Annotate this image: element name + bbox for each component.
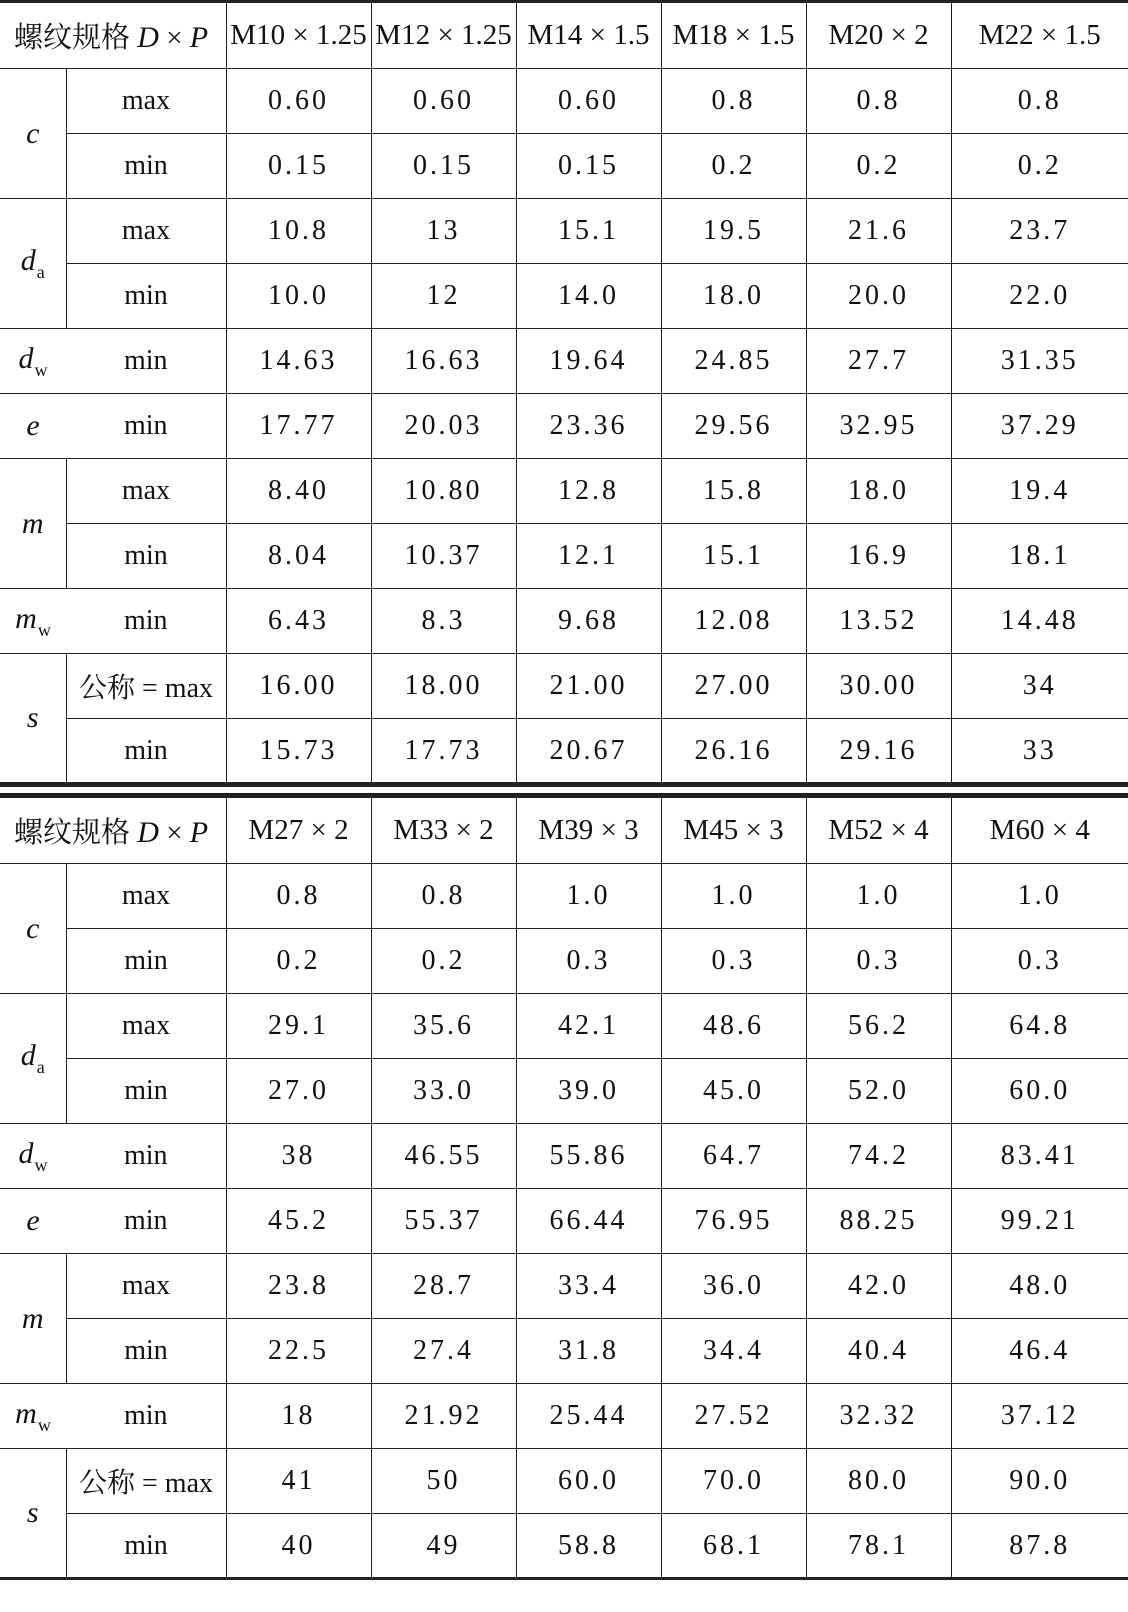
row-s-max: [0, 654, 1128, 719]
row-da-min: [0, 1059, 1128, 1124]
header-row: [0, 2, 1128, 69]
limit-label-text: max: [121, 85, 171, 116]
row-dw-min: [0, 329, 1128, 394]
value-cell: 16.63: [371, 329, 516, 394]
value-cell: 1.0: [951, 864, 1128, 929]
value-cell: 0.8: [371, 864, 516, 929]
symbol-subscript: w: [37, 1414, 51, 1435]
thread-size-header: M14 × 1.5: [516, 2, 661, 69]
value-cell: 12.08: [661, 589, 806, 654]
value-cell: 8.3: [371, 589, 516, 654]
header-label-p: P: [189, 21, 209, 54]
limit-label: [66, 1319, 226, 1384]
limit-label: [66, 69, 226, 134]
thread-spec-header-label: [0, 2, 226, 69]
limit-label-text: min: [124, 1529, 168, 1561]
limit-label-text: max: [121, 880, 171, 911]
value-cell: 17.77: [226, 394, 371, 459]
value-cell: 18.00: [371, 654, 516, 719]
limit-label-text: min: [124, 945, 168, 976]
value-cell: 20.0: [806, 264, 951, 329]
symbol-letter: m: [21, 1301, 44, 1335]
value-cell: 10.8: [226, 199, 371, 264]
limit-label: [66, 524, 226, 589]
row-da-max: [0, 199, 1128, 264]
value-cell: 60.0: [516, 1449, 661, 1514]
value-cell: 90.0: [951, 1449, 1128, 1514]
value-cell: 33.0: [371, 1059, 516, 1124]
header-row: [0, 797, 1128, 864]
value-cell: 74.2: [806, 1124, 951, 1189]
row-s-max: [0, 1449, 1128, 1514]
symbol-subscript: w: [34, 1154, 48, 1175]
symbol-mw: [0, 1384, 66, 1449]
value-cell: 31.35: [951, 329, 1128, 394]
thread-size-header: M45 × 3: [661, 797, 806, 864]
row-m-min: [0, 1319, 1128, 1384]
value-cell: 88.25: [806, 1189, 951, 1254]
value-cell: 16.00: [226, 654, 371, 719]
limit-label-text: min: [124, 150, 168, 181]
symbol-letter: d: [18, 1136, 34, 1170]
value-cell: 22.0: [951, 264, 1128, 329]
value-cell: 27.4: [371, 1319, 516, 1384]
header-label-times: ×: [166, 817, 183, 849]
value-cell: 32.32: [806, 1384, 951, 1449]
value-cell: 15.73: [226, 719, 371, 784]
value-cell: 16.9: [806, 524, 951, 589]
value-cell: 0.15: [226, 134, 371, 199]
value-cell: 45.2: [226, 1189, 371, 1254]
value-cell: 48.6: [661, 994, 806, 1059]
value-cell: 30.00: [806, 654, 951, 719]
limit-label: [66, 1059, 226, 1124]
value-cell: 12.8: [516, 459, 661, 524]
value-cell: 48.0: [951, 1254, 1128, 1319]
value-cell: 58.8: [516, 1514, 661, 1579]
limit-label-text: max: [121, 475, 171, 506]
value-cell: 19.64: [516, 329, 661, 394]
value-cell: 37.29: [951, 394, 1128, 459]
value-cell: 15.1: [516, 199, 661, 264]
symbol-dw: [0, 329, 66, 394]
limit-label: [66, 654, 226, 719]
row-c-min: [0, 134, 1128, 199]
thread-size-header: M39 × 3: [516, 797, 661, 864]
value-cell: 45.0: [661, 1059, 806, 1124]
value-cell: 29.1: [226, 994, 371, 1059]
value-cell: 87.8: [951, 1514, 1128, 1579]
value-cell: 36.0: [661, 1254, 806, 1319]
value-cell: 9.68: [516, 589, 661, 654]
symbol-letter: s: [26, 1496, 39, 1529]
symbol-e: [0, 394, 66, 459]
value-cell: 13: [371, 199, 516, 264]
value-cell: 0.15: [516, 134, 661, 199]
value-cell: 0.3: [806, 929, 951, 994]
header-label-p: P: [189, 816, 209, 849]
value-cell: 14.0: [516, 264, 661, 329]
value-cell: 8.40: [226, 459, 371, 524]
row-c-min: [0, 929, 1128, 994]
value-cell: 1.0: [661, 864, 806, 929]
value-cell: 32.95: [806, 394, 951, 459]
symbol-subscript: a: [36, 262, 45, 282]
header-label-d: D: [137, 816, 159, 849]
value-cell: 0.8: [226, 864, 371, 929]
value-cell: 55.37: [371, 1189, 516, 1254]
limit-label: [66, 589, 226, 654]
value-cell: 0.2: [806, 134, 951, 199]
value-cell: 12.1: [516, 524, 661, 589]
limit-label: [66, 719, 226, 784]
value-cell: 78.1: [806, 1514, 951, 1579]
value-cell: 80.0: [806, 1449, 951, 1514]
value-cell: 18.1: [951, 524, 1128, 589]
spec-table-1: [0, 0, 1128, 785]
value-cell: 39.0: [516, 1059, 661, 1124]
limit-label: [66, 1189, 226, 1254]
limit-label-text: min: [124, 1335, 168, 1366]
value-cell: 46.4: [951, 1319, 1128, 1384]
thread-size-header: M33 × 2: [371, 797, 516, 864]
symbol-c: [0, 69, 66, 199]
symbol-c: [0, 864, 66, 994]
value-cell: 83.41: [951, 1124, 1128, 1189]
symbol-letter: m: [21, 506, 44, 540]
symbol-letter: c: [26, 116, 40, 150]
thread-size-header: M18 × 1.5: [661, 2, 806, 69]
header-label-cn: 螺纹规格: [14, 817, 131, 849]
value-cell: 14.48: [951, 589, 1128, 654]
limit-label: [66, 1384, 226, 1449]
value-cell: 0.60: [516, 69, 661, 134]
value-cell: 10.0: [226, 264, 371, 329]
value-cell: 29.56: [661, 394, 806, 459]
value-cell: 21.00: [516, 654, 661, 719]
value-cell: 42.1: [516, 994, 661, 1059]
limit-label-text: min: [123, 1400, 168, 1431]
value-cell: 68.1: [661, 1514, 806, 1579]
value-cell: 0.3: [516, 929, 661, 994]
value-cell: 17.73: [371, 719, 516, 784]
limit-label: [66, 199, 226, 264]
value-cell: 27.52: [661, 1384, 806, 1449]
value-cell: 26.16: [661, 719, 806, 784]
symbol-e: [0, 1189, 66, 1254]
row-dw-min: [0, 1124, 1128, 1189]
value-cell: 40.4: [806, 1319, 951, 1384]
value-cell: 25.44: [516, 1384, 661, 1449]
value-cell: 31.8: [516, 1319, 661, 1384]
thread-size-header: M22 × 1.5: [951, 2, 1128, 69]
value-cell: 34: [951, 654, 1128, 719]
value-cell: 0.60: [371, 69, 516, 134]
spec-table-2: [0, 795, 1128, 1580]
value-cell: 21.6: [806, 199, 951, 264]
symbol-m: [0, 459, 66, 589]
limit-label-text: min: [123, 345, 168, 376]
value-cell: 0.2: [371, 929, 516, 994]
nominal-max-label: 公称 = max: [79, 1468, 213, 1499]
value-cell: 24.85: [661, 329, 806, 394]
value-cell: 19.4: [951, 459, 1128, 524]
value-cell: 1.0: [516, 864, 661, 929]
value-cell: 23.8: [226, 1254, 371, 1319]
row-da-min: [0, 264, 1128, 329]
spec-table-1-wrapper: [0, 0, 1128, 785]
limit-label-text: min: [123, 410, 168, 441]
limit-label: [66, 264, 226, 329]
row-mw-min: [0, 1384, 1128, 1449]
limit-label-text: min: [124, 1075, 168, 1106]
value-cell: 12: [371, 264, 516, 329]
value-cell: 15.8: [661, 459, 806, 524]
row-m-min: [0, 524, 1128, 589]
value-cell: 56.2: [806, 994, 951, 1059]
value-cell: 33: [951, 719, 1128, 784]
limit-label: [66, 329, 226, 394]
value-cell: 46.55: [371, 1124, 516, 1189]
row-c-max: [0, 864, 1128, 929]
value-cell: 49: [371, 1514, 516, 1579]
value-cell: 19.5: [661, 199, 806, 264]
value-cell: 27.0: [226, 1059, 371, 1124]
limit-label: [66, 864, 226, 929]
symbol-letter: m: [15, 1396, 37, 1430]
thread-size-header: M52 × 4: [806, 797, 951, 864]
value-cell: 38: [226, 1124, 371, 1189]
value-cell: 70.0: [661, 1449, 806, 1514]
limit-label-text: min: [123, 1205, 168, 1236]
value-cell: 8.04: [226, 524, 371, 589]
value-cell: 20.03: [371, 394, 516, 459]
symbol-letter: e: [26, 409, 40, 442]
value-cell: 50: [371, 1449, 516, 1514]
value-cell: 14.63: [226, 329, 371, 394]
limit-label-text: max: [121, 1270, 171, 1301]
value-cell: 0.60: [226, 69, 371, 134]
limit-label: [66, 134, 226, 199]
header-label-d: D: [137, 21, 159, 54]
thread-spec-header-label: [0, 797, 226, 864]
row-s-min: [0, 1514, 1128, 1579]
value-cell: 66.44: [516, 1189, 661, 1254]
row-m-max: [0, 459, 1128, 524]
limit-label-text: max: [121, 1010, 171, 1041]
symbol-da: [0, 994, 66, 1124]
value-cell: 37.12: [951, 1384, 1128, 1449]
value-cell: 41: [226, 1449, 371, 1514]
symbol-letter: s: [26, 701, 39, 734]
symbol-s: [0, 654, 66, 784]
thread-size-header: M20 × 2: [806, 2, 951, 69]
row-mw-min: [0, 589, 1128, 654]
header-label-times: ×: [166, 22, 183, 54]
thread-size-header: M10 × 1.25: [226, 2, 371, 69]
limit-label-text: min: [124, 540, 168, 571]
symbol-subscript: w: [34, 359, 48, 380]
row-e-min: [0, 394, 1128, 459]
value-cell: 29.16: [806, 719, 951, 784]
table-separator: [0, 785, 1128, 795]
value-cell: 20.67: [516, 719, 661, 784]
value-cell: 27.00: [661, 654, 806, 719]
limit-label: [66, 1254, 226, 1319]
row-da-max: [0, 994, 1128, 1059]
value-cell: 10.80: [371, 459, 516, 524]
row-m-max: [0, 1254, 1128, 1319]
value-cell: 22.5: [226, 1319, 371, 1384]
value-cell: 55.86: [516, 1124, 661, 1189]
symbol-letter: d: [18, 341, 34, 375]
value-cell: 23.36: [516, 394, 661, 459]
symbol-letter: e: [26, 1204, 40, 1237]
row-c-max: [0, 69, 1128, 134]
symbol-mw: [0, 589, 66, 654]
thread-size-header: M12 × 1.25: [371, 2, 516, 69]
value-cell: 18: [226, 1384, 371, 1449]
value-cell: 18.0: [806, 459, 951, 524]
value-cell: 27.7: [806, 329, 951, 394]
value-cell: 64.8: [951, 994, 1128, 1059]
value-cell: 6.43: [226, 589, 371, 654]
value-cell: 10.37: [371, 524, 516, 589]
limit-label: [66, 1449, 226, 1514]
value-cell: 13.52: [806, 589, 951, 654]
spec-table-2-wrapper: [0, 795, 1128, 1580]
symbol-dw: [0, 1124, 66, 1189]
value-cell: 1.0: [806, 864, 951, 929]
symbol-letter: d: [20, 244, 36, 277]
value-cell: 33.4: [516, 1254, 661, 1319]
value-cell: 15.1: [661, 524, 806, 589]
value-cell: 0.8: [951, 69, 1128, 134]
value-cell: 0.2: [951, 134, 1128, 199]
symbol-subscript: w: [37, 619, 51, 640]
limit-label: [66, 1514, 226, 1579]
symbol-letter: c: [26, 911, 40, 945]
symbol-subscript: a: [36, 1057, 45, 1077]
limit-label: [66, 459, 226, 524]
value-cell: 42.0: [806, 1254, 951, 1319]
value-cell: 76.95: [661, 1189, 806, 1254]
value-cell: 21.92: [371, 1384, 516, 1449]
value-cell: 28.7: [371, 1254, 516, 1319]
value-cell: 64.7: [661, 1124, 806, 1189]
symbol-letter: d: [20, 1039, 36, 1072]
limit-label: [66, 929, 226, 994]
value-cell: 52.0: [806, 1059, 951, 1124]
value-cell: 0.8: [806, 69, 951, 134]
symbol-letter: m: [15, 601, 37, 635]
header-label-cn: 螺纹规格: [14, 22, 131, 54]
limit-label-text: min: [124, 280, 168, 311]
limit-label: [66, 994, 226, 1059]
value-cell: 18.0: [661, 264, 806, 329]
nominal-max-label: 公称 = max: [79, 673, 213, 704]
value-cell: 0.2: [661, 134, 806, 199]
thread-size-header: M27 × 2: [226, 797, 371, 864]
value-cell: 0.2: [226, 929, 371, 994]
symbol-s: [0, 1449, 66, 1579]
value-cell: 34.4: [661, 1319, 806, 1384]
value-cell: 0.3: [661, 929, 806, 994]
value-cell: 0.3: [951, 929, 1128, 994]
value-cell: 0.8: [661, 69, 806, 134]
limit-label-text: min: [123, 605, 168, 636]
value-cell: 0.15: [371, 134, 516, 199]
limit-label-text: min: [123, 1140, 168, 1171]
value-cell: 60.0: [951, 1059, 1128, 1124]
symbol-m: [0, 1254, 66, 1384]
row-e-min: [0, 1189, 1128, 1254]
value-cell: 23.7: [951, 199, 1128, 264]
value-cell: 99.21: [951, 1189, 1128, 1254]
limit-label-text: max: [121, 215, 171, 246]
value-cell: 35.6: [371, 994, 516, 1059]
thread-size-header: M60 × 4: [951, 797, 1128, 864]
limit-label-text: min: [124, 734, 168, 766]
row-s-min: [0, 719, 1128, 784]
limit-label: [66, 394, 226, 459]
limit-label: [66, 1124, 226, 1189]
value-cell: 40: [226, 1514, 371, 1579]
symbol-da: [0, 199, 66, 329]
